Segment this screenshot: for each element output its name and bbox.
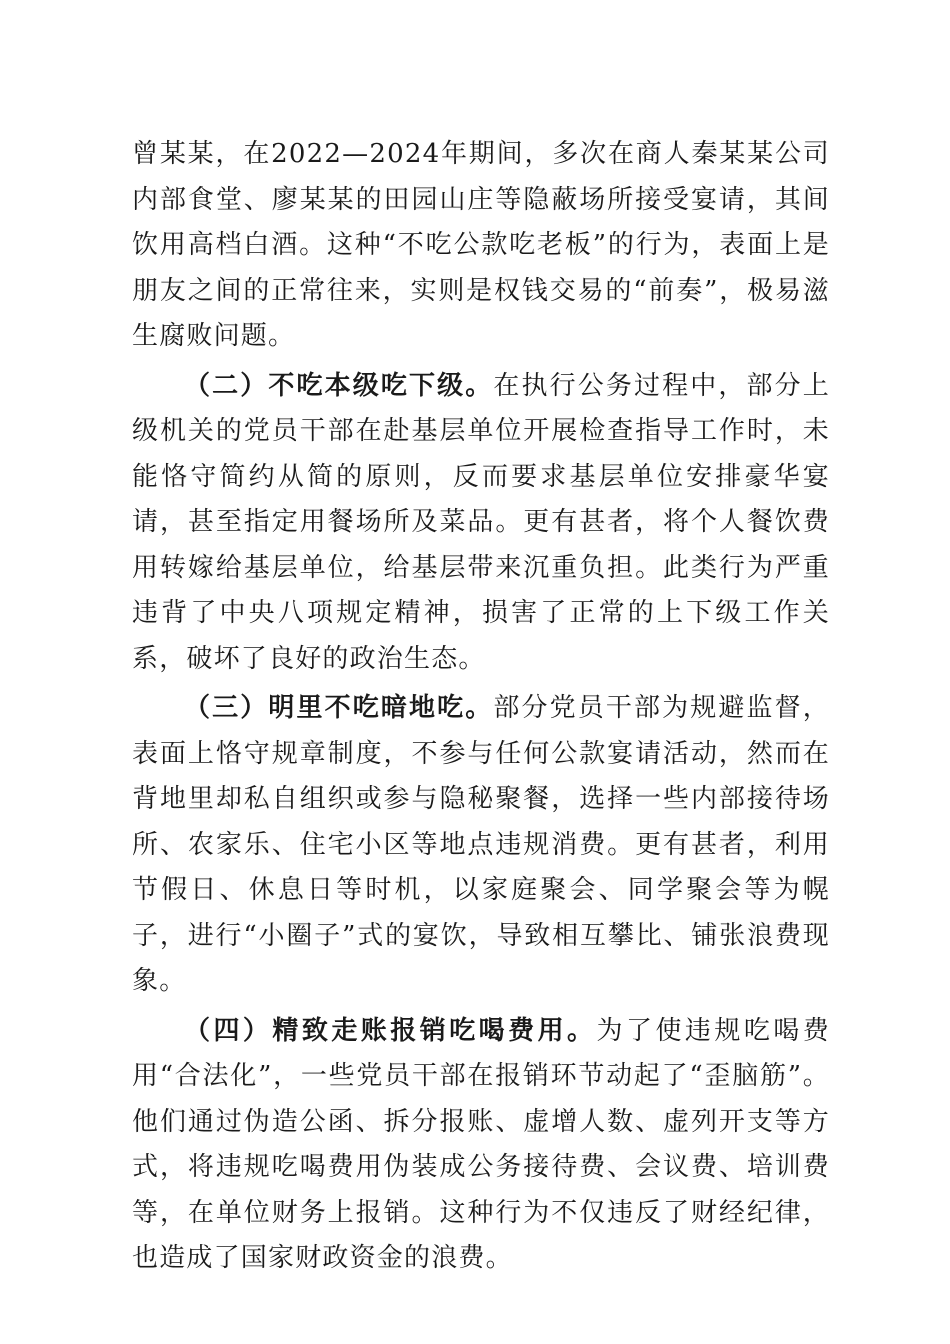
paragraph-body: 在执行公务过程中，部分上级机关的党员干部在赴基层单位开展检查指导工作时，未能恪守简约从简的原则，反而要求基层单位安排豪华宴请，甚至指定用餐场所及菜品。更有甚者，将个人餐饮费用转嫁给基层单位，给基层带来沉重负担。此类行为严重违背了中央八项规定精神，损害了正常的上下级工作关系，破坏了良好的政治生态。 bbox=[132, 370, 831, 674]
section-heading: （三）明里不吃暗地吃。 bbox=[184, 693, 494, 723]
paragraph-body: 曾某某，在2022—2024年期间，多次在商人秦某某公司内部食堂、廖某某的田园山庄等隐蔽场所接受宴请，其间饮用高档白酒。这种“不吃公款吃老板”的行为，表面上是朋友之间的正常往来，实则是权钱交易的“前奏”，极易滋生腐败问题。 bbox=[132, 139, 830, 351]
paragraph-body: 为了使违规吃喝费用“合法化”，一些党员干部在报销环节动起了“歪脑筋”。他们通过伪造公函、拆分报账、虚增人数、虚列开支等方式，将违规吃喝费用伪装成公务接待费、会议费、培训费等，在单位财务上报销。这种行为不仅违反了财经纪律，也造成了国家财政资金的浪费。 bbox=[132, 1015, 830, 1273]
document-body bbox=[132, 132, 830, 1282]
paragraph-continuation bbox=[132, 132, 830, 360]
paragraph-body: 部分党员干部为规避监督，表面上恪守规章制度，不参与任何公款宴请活动，然而在背地里却私自组织或参与隐秘聚餐，选择一些内部接待场所、农家乐、住宅小区等地点违规消费。更有甚者，利用节假日、休息日等时机，以家庭聚会、同学聚会等为幌子，进行“小圈子”式的宴饮，导致相互攀比、铺张浪费现象。 bbox=[132, 693, 831, 996]
section-heading: （四）精致走账报销吃喝费用。 bbox=[184, 1015, 597, 1046]
paragraph-section-3 bbox=[132, 686, 830, 1005]
section-heading: （二）不吃本级吃下级。 bbox=[184, 370, 494, 401]
paragraph-section-2 bbox=[132, 364, 830, 683]
paragraph-section-4 bbox=[132, 1009, 830, 1282]
